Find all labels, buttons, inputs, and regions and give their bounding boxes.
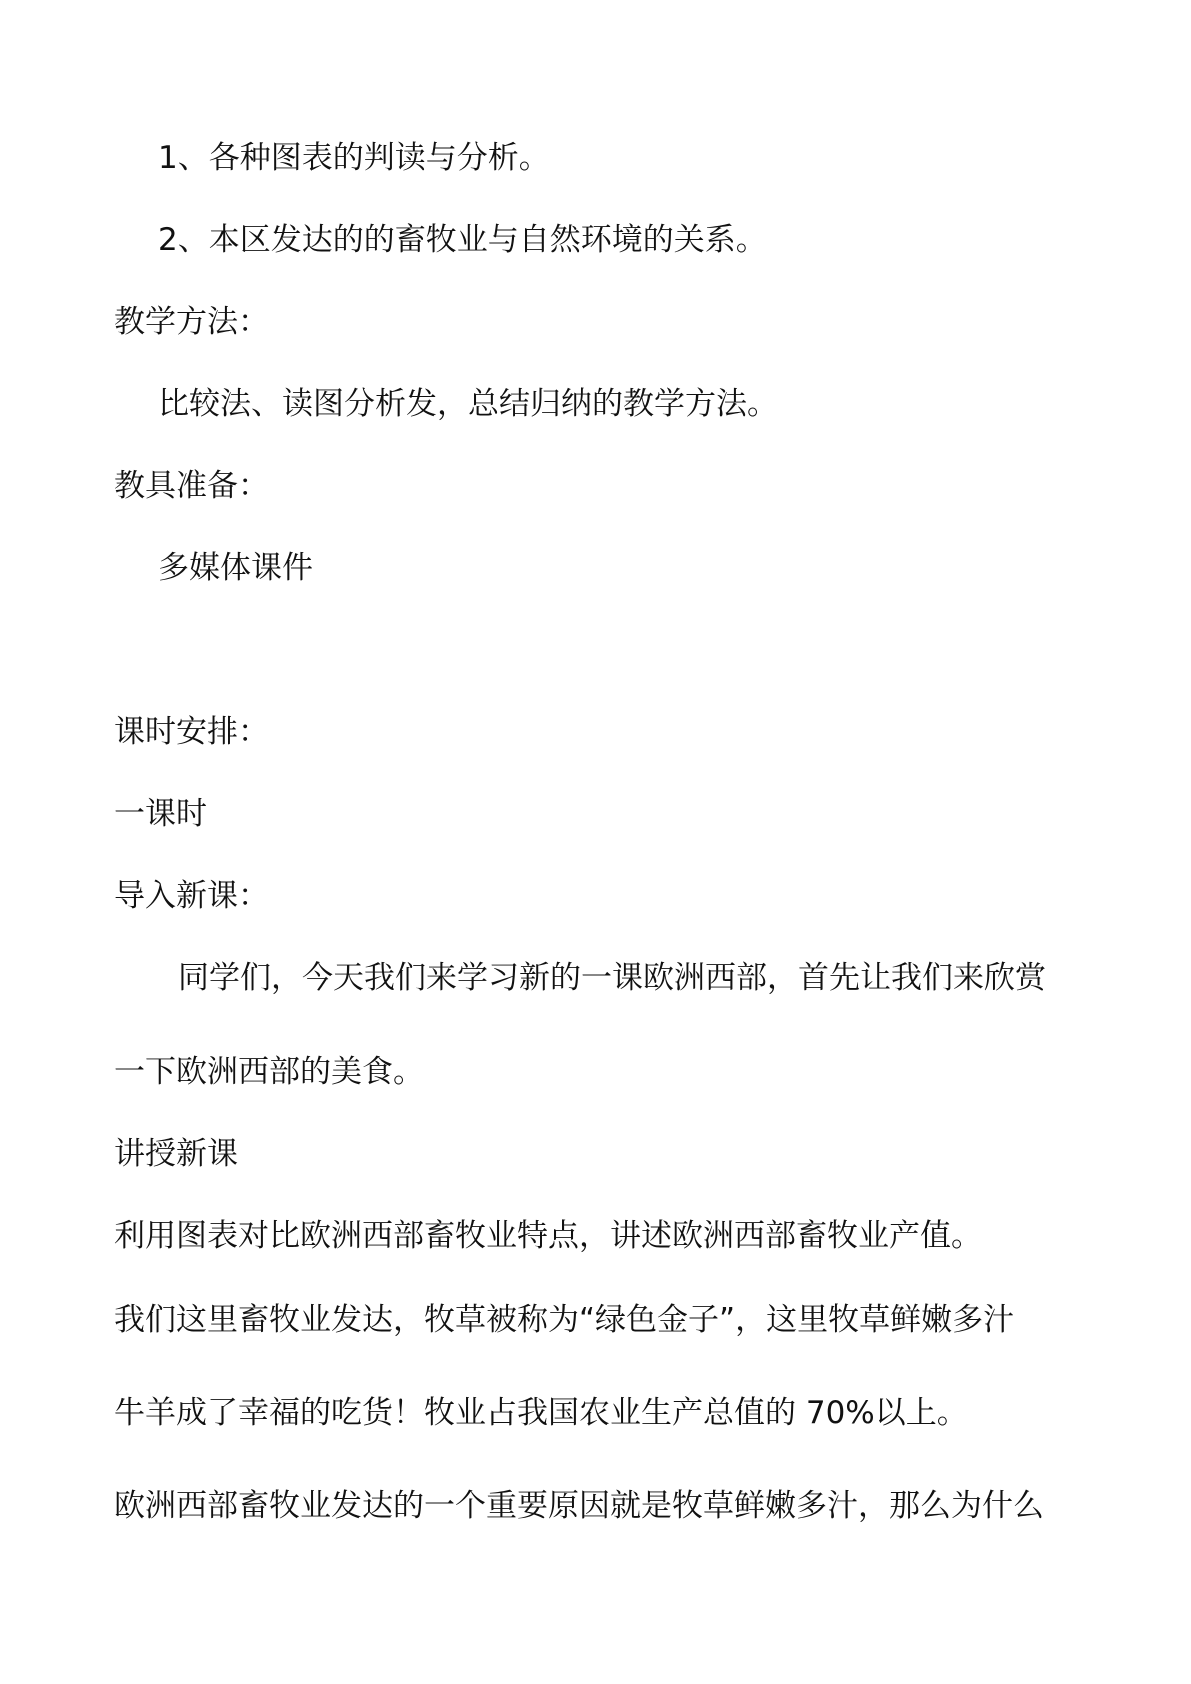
tools-heading: 教具准备： [114, 468, 269, 504]
methods-text: 比较法、读图分析发，总结归纳的教学方法。 [158, 386, 778, 422]
lesson-line-4: 欧洲西部畜牧业发达的一个重要原因就是牧草鲜嫩多汁，那么为什么 [114, 1488, 1044, 1524]
tools-text: 多媒体课件 [158, 550, 313, 586]
lesson-line-1: 利用图表对比欧洲西部畜牧业特点，讲述欧洲西部畜牧业产值。 [114, 1218, 982, 1254]
intro-paragraph-line-2: 一下欧洲西部的美食。 [114, 1054, 424, 1090]
difficulty-item-2: 2、本区发达的的畜牧业与自然环境的关系。 [158, 222, 767, 258]
schedule-heading: 课时安排： [114, 714, 269, 750]
intro-paragraph-line-1: 同学们，今天我们来学习新的一课欧洲西部，首先让我们来欣赏 [178, 960, 1046, 996]
schedule-text: 一课时 [114, 796, 207, 832]
lesson-heading: 讲授新课 [114, 1136, 238, 1172]
methods-heading: 教学方法： [114, 304, 269, 340]
lesson-line-3: 牛羊成了幸福的吃货！牧业占我国农业生产总值的 70%以上。 [114, 1395, 968, 1431]
lesson-line-2: 我们这里畜牧业发达，牧草被称为“绿色金子”，这里牧草鲜嫩多汁 [114, 1302, 1015, 1338]
intro-heading: 导入新课： [114, 878, 269, 914]
difficulty-item-1: 1、各种图表的判读与分析。 [158, 140, 550, 176]
